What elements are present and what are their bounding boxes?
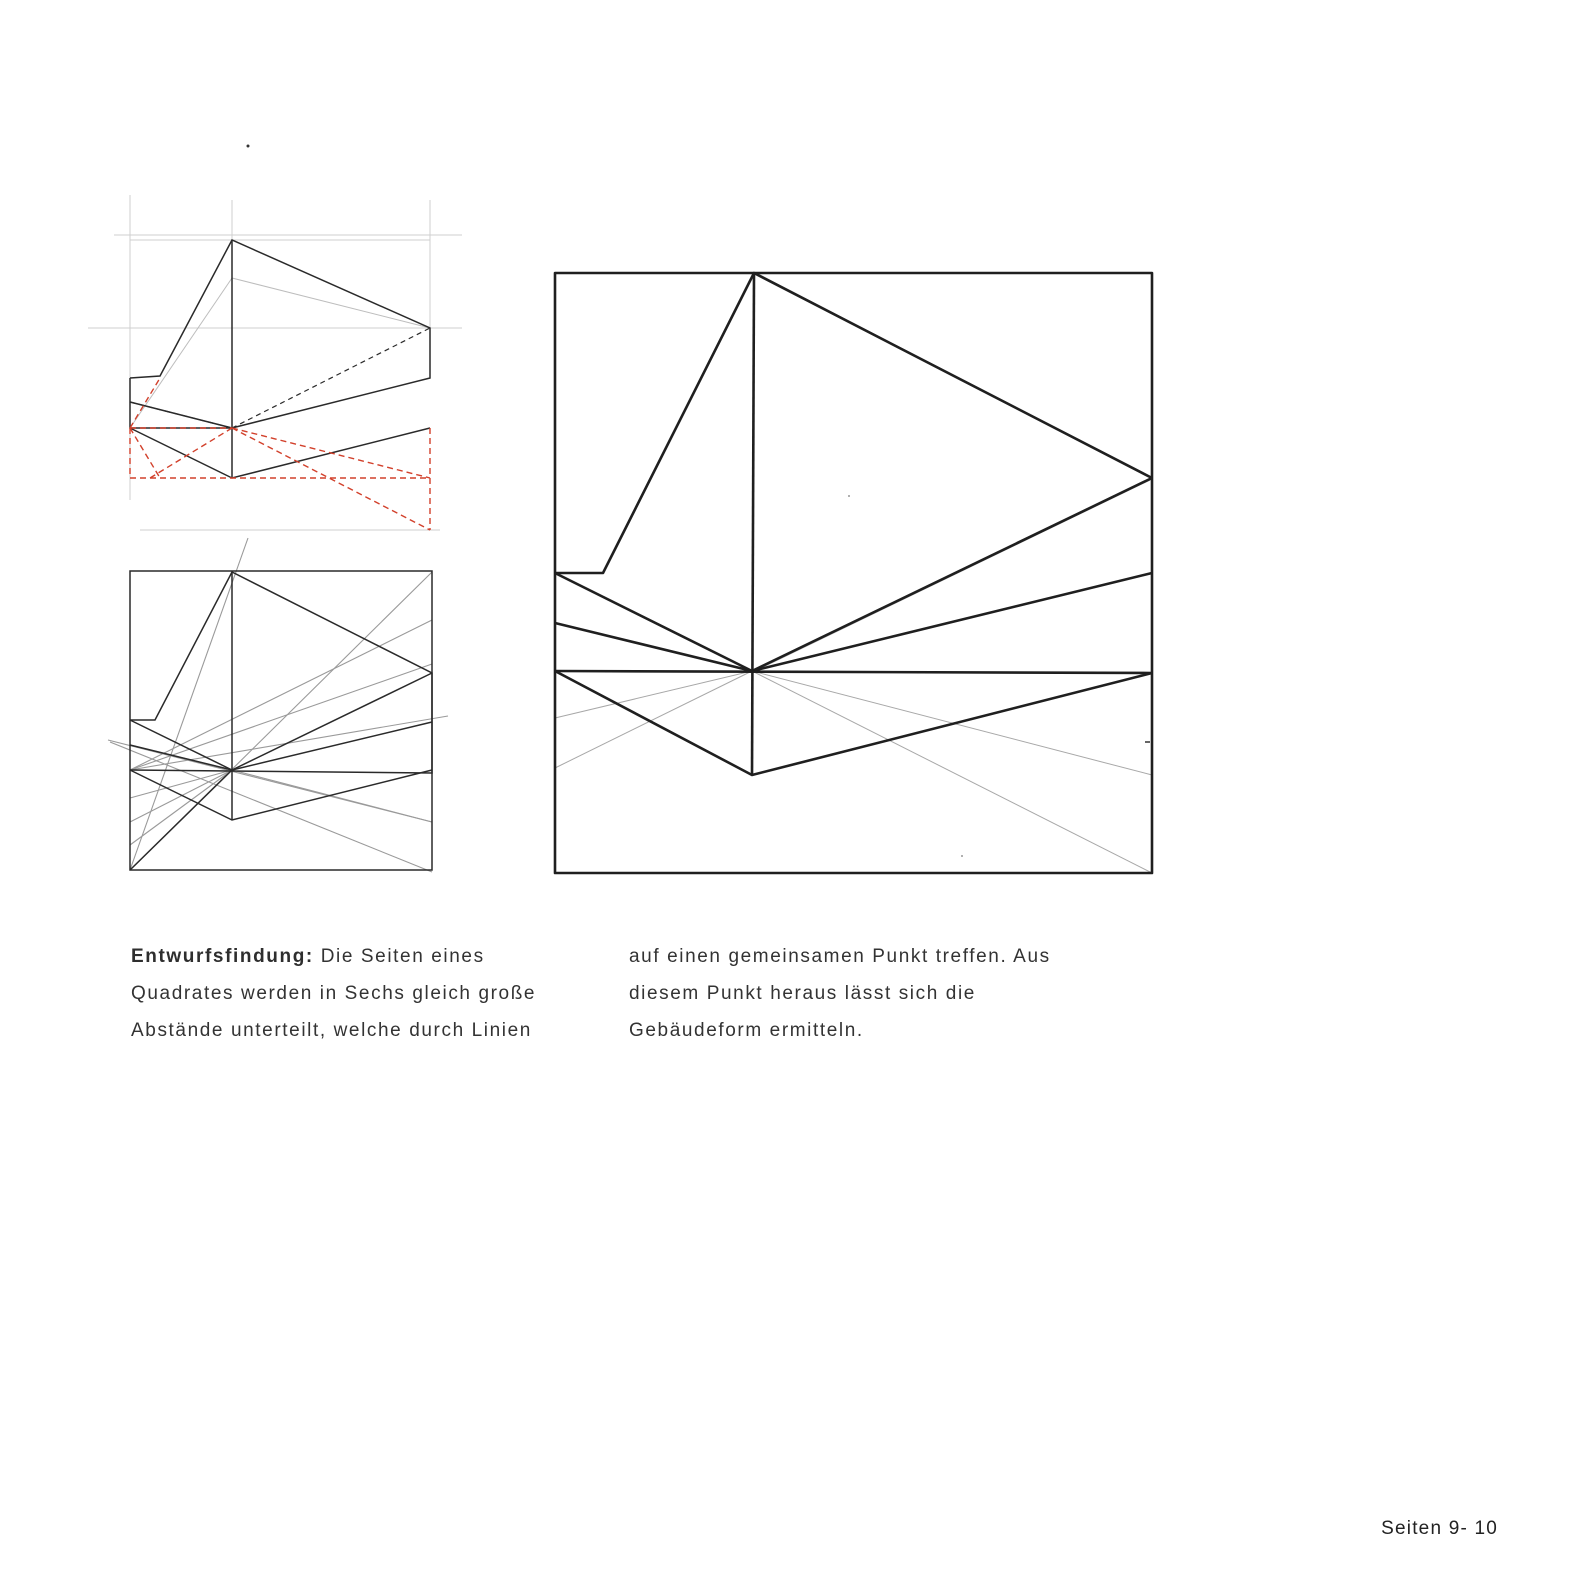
paragraph-lead: Entwurfsfindung: bbox=[131, 946, 314, 967]
paragraph-line-6: Gebäudeform ermitteln. bbox=[629, 1020, 864, 1041]
paragraph-line-3: Abstände unterteilt, welche durch Linien bbox=[131, 1020, 532, 1041]
paragraph-line-4: auf einen gemeinsamen Punkt treffen. Aus bbox=[629, 946, 1051, 967]
paragraph-line-5: diesem Punkt heraus lässt sich die bbox=[629, 983, 976, 1004]
page-number: Seiten 9- 10 bbox=[1381, 1518, 1498, 1539]
sketch-bottom-left bbox=[108, 538, 448, 872]
paragraph-line-1 bbox=[131, 938, 536, 975]
sketch-top-left bbox=[88, 195, 462, 530]
paragraph-line-1-text: Die Seiten eines bbox=[313, 946, 485, 967]
sketch-large bbox=[555, 273, 1152, 873]
description-left-column bbox=[131, 938, 536, 1049]
description-right-column bbox=[629, 938, 1051, 1049]
stray-dot bbox=[247, 145, 250, 148]
paragraph-line-2: Quadrates werden in Sechs gleich große bbox=[131, 983, 537, 1004]
